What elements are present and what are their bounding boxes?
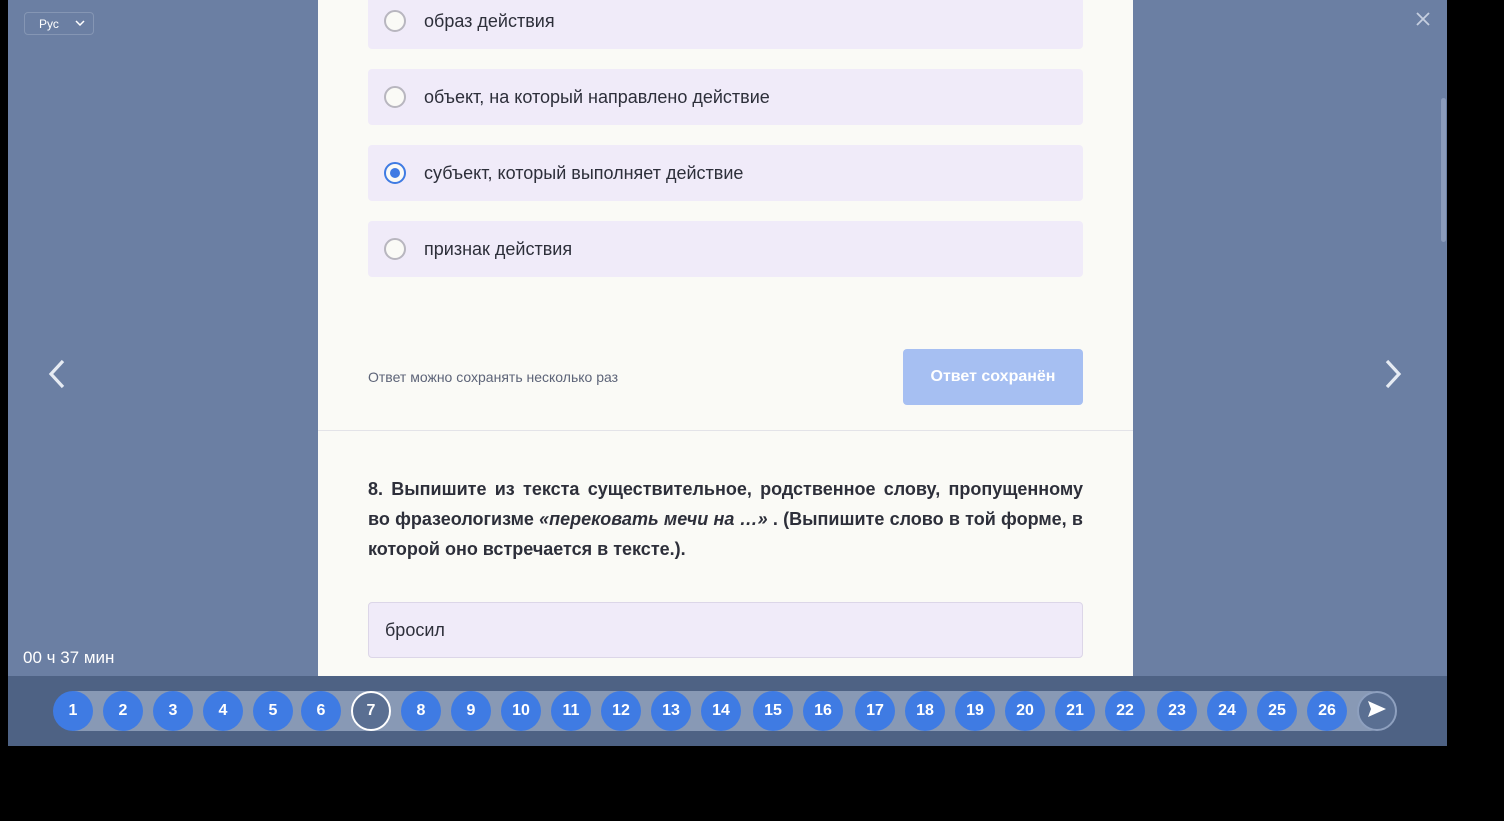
question-nav-button[interactable]: 6 [301, 691, 341, 731]
question-nav-button[interactable]: 17 [855, 691, 895, 731]
answer-option[interactable] [368, 0, 1083, 49]
language-select[interactable] [24, 12, 94, 35]
question-nav-button[interactable]: 3 [153, 691, 193, 731]
send-icon [1367, 700, 1387, 723]
question-nav-button[interactable]: 4 [203, 691, 243, 731]
question-nav-button[interactable]: 19 [955, 691, 995, 731]
chevron-down-icon [75, 18, 85, 29]
question-nav-button[interactable]: 9 [451, 691, 491, 731]
question-nav-button[interactable]: 2 [103, 691, 143, 731]
question-panel [318, 0, 1133, 676]
answer-option-label: признак действия [424, 239, 573, 259]
question-nav-button[interactable]: 16 [803, 691, 843, 731]
chevron-right-icon[interactable] [1377, 358, 1409, 390]
answer-option-label: объект, на который направлено действие [424, 87, 770, 107]
answer-option-label: образ действия [424, 11, 555, 31]
radio-button-selected[interactable] [384, 162, 406, 184]
radio-button[interactable] [384, 86, 406, 108]
question-nav-button[interactable]: 22 [1105, 691, 1145, 731]
question-nav-button[interactable]: 13 [651, 691, 691, 731]
question-nav-button[interactable]: 23 [1157, 691, 1197, 731]
save-hint: Ответ можно сохранять несколько раз [368, 369, 619, 385]
question-nav-button-current[interactable]: 7 [351, 691, 391, 731]
question-nav-button[interactable]: 1 [53, 691, 93, 731]
question-nav-button[interactable]: 8 [401, 691, 441, 731]
question-text-before: Выпишите из текста существительное, родственное слову, пропущенному во фразеологизме [368, 479, 1083, 529]
question-nav-button[interactable]: 21 [1055, 691, 1095, 731]
question-nav-button[interactable]: 5 [253, 691, 293, 731]
scrollbar[interactable] [1439, 0, 1447, 676]
answer-option-label: субъект, который выполняет действие [424, 163, 744, 183]
question-nav-button[interactable]: 15 [753, 691, 793, 731]
question-nav-button[interactable]: 26 [1307, 691, 1347, 731]
close-icon[interactable] [1412, 8, 1434, 30]
question-text [368, 474, 1083, 564]
save-answer-button[interactable]: Ответ сохранён [903, 349, 1083, 405]
question-nav-button[interactable]: 25 [1257, 691, 1297, 731]
radio-button[interactable] [384, 10, 406, 32]
question-nav-button[interactable]: 18 [905, 691, 945, 731]
language-select-value: Рус [39, 16, 59, 31]
answer-option[interactable] [368, 145, 1083, 201]
answer-option[interactable] [368, 221, 1083, 277]
scrollbar-thumb[interactable] [1441, 98, 1446, 242]
question-nav-button[interactable]: 24 [1207, 691, 1247, 731]
question-nav-button[interactable]: 12 [601, 691, 641, 731]
chevron-left-icon[interactable] [41, 358, 73, 390]
submit-send-button[interactable] [1357, 691, 1397, 731]
question-nav-button[interactable]: 20 [1005, 691, 1045, 731]
question-text-after: . (Выпишите слово в той форме, в которой оно встречается в тексте.). [368, 509, 1083, 559]
modal-window [8, 0, 1447, 746]
question-nav-button[interactable]: 10 [501, 691, 541, 731]
question-nav-button[interactable]: 14 [701, 691, 741, 731]
divider [318, 430, 1133, 431]
radio-button[interactable] [384, 238, 406, 260]
answer-input[interactable] [368, 602, 1083, 658]
timer: 00 ч 37 мин [23, 648, 115, 667]
question-nav-button[interactable]: 11 [551, 691, 591, 731]
answer-option[interactable] [368, 69, 1083, 125]
question-phrase: «перековать мечи на …» [539, 509, 768, 529]
question-number: 8. [368, 479, 384, 499]
